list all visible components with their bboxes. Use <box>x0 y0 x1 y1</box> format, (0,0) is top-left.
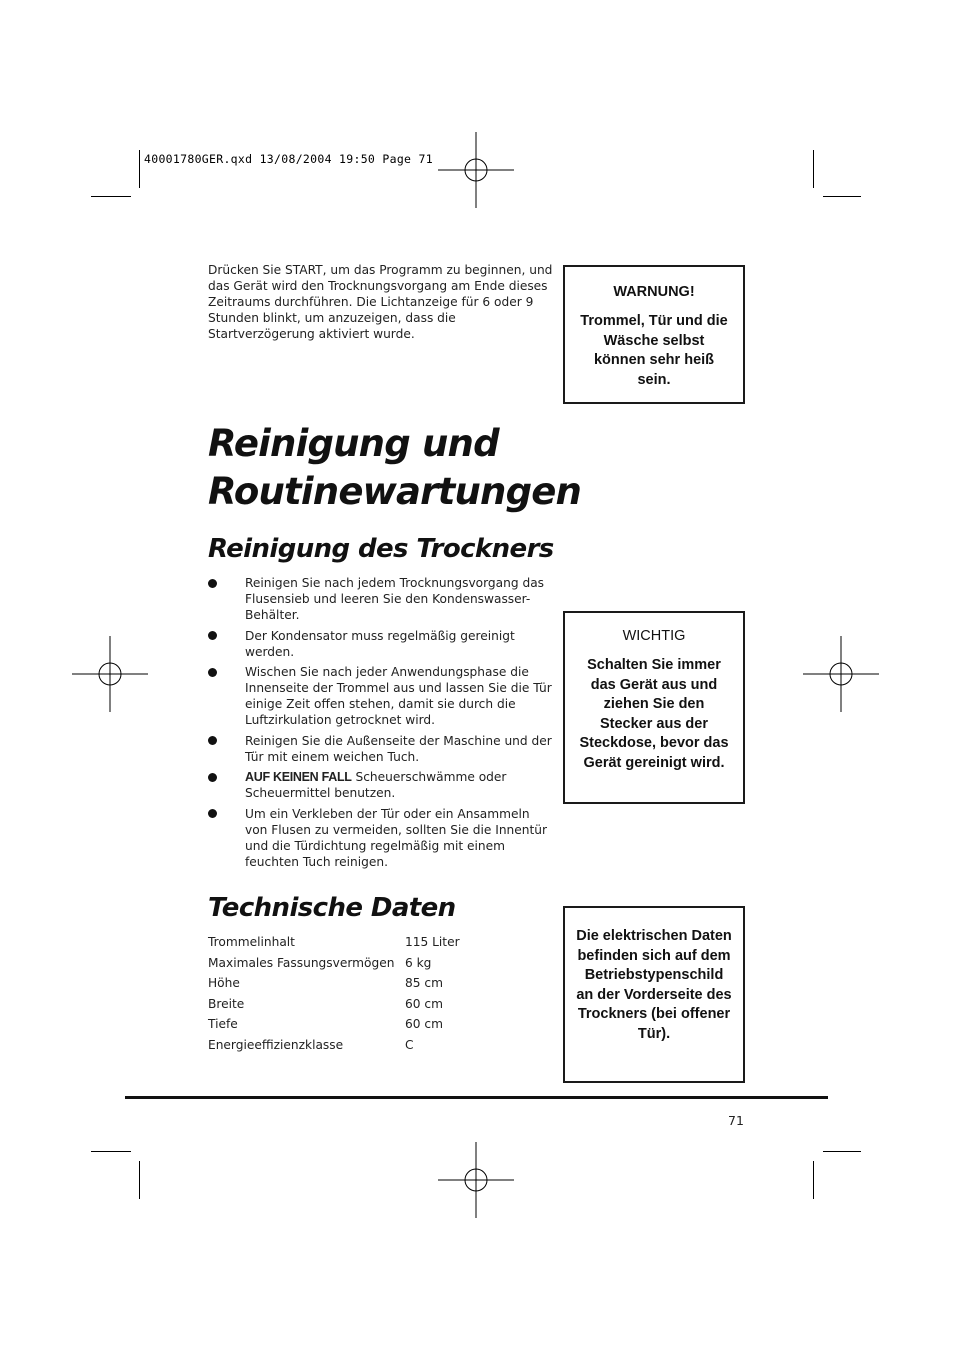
bullet-icon <box>208 809 217 818</box>
spec-table <box>208 932 528 1056</box>
list-item: Reinigen Sie die Außenseite der Maschine und der Tür mit einem weichen Tuch. <box>206 733 552 765</box>
intro-paragraph: Drücken Sie START, um das Programm zu beginnen, und das Gerät wird den Trocknungsvorgang am Ende dieses Zeitraums durchführen. Die Lichtanzeige für 6 oder 9 Stunden blinkt, um anzuzeigen, dass die Startverzögerung aktiviert wurde. <box>208 263 553 341</box>
crop-mark <box>813 150 814 188</box>
registration-mark-top <box>438 132 514 208</box>
bullet-icon <box>208 668 217 677</box>
cleaning-list <box>206 575 552 874</box>
list-item: Um ein Verkleben der Tür oder ein Ansammeln von Flusen zu vermeiden, sollten Sie die Innentür und die Türdichtung regelmäßig mit einem feuchten Tuch reinigen. <box>206 806 552 870</box>
crop-mark <box>91 1151 131 1152</box>
main-title-line-1: Reinigung und <box>208 422 499 465</box>
crop-mark <box>823 196 861 197</box>
important-heading: WICHTIG <box>622 628 686 644</box>
crop-mark <box>139 150 140 188</box>
print-slug-line: 40001780GER.qxd 13/08/2004 19:50 Page 71 <box>144 152 433 166</box>
registration-mark-bottom <box>438 1142 514 1218</box>
list-item: AUF KEINEN FALL Scheuerschwämme oder Scheuermittel benutzen. <box>206 769 552 801</box>
bullet-icon <box>208 736 217 745</box>
table-row: Energieeffizienzklasse C <box>208 1037 414 1052</box>
tech-heading: Technische Daten <box>208 893 456 923</box>
table-row: Tiefe 60 cm <box>208 1017 443 1032</box>
list-item: Wischen Sie nach jeder Anwendungsphase die Innenseite der Trommel aus und lassen Sie die Tür einige Zeit offen stehen, damit sie durch die Luftzirkulation getrocknet wird. <box>206 664 552 728</box>
crop-mark <box>823 1151 861 1152</box>
bullet-icon <box>208 773 217 782</box>
electrical-info-body: Die elektrischen Daten befinden sich auf dem Betriebstypenschild an der Vorderseite des Trockners (bei offener Tür). <box>576 928 732 1042</box>
table-row: Maximales Fassungsvermögen 6 kg <box>208 955 432 970</box>
table-row: Höhe 85 cm <box>208 976 443 991</box>
electrical-info-box <box>563 906 745 1083</box>
crop-mark <box>813 1161 814 1199</box>
warning-body: Trommel, Tür und die Wäsche selbst können sehr heiß sein. <box>580 313 728 388</box>
crop-mark <box>139 1161 140 1199</box>
page-number: 71 <box>728 1113 744 1128</box>
crop-mark <box>91 196 131 197</box>
warning-heading: WARNUNG! <box>613 284 695 300</box>
bullet-icon <box>208 631 217 640</box>
list-item: Der Kondensator muss regelmäßig gereinigt werden. <box>206 628 552 660</box>
table-row: Trommelinhalt 115 Liter <box>208 935 460 949</box>
main-title-line-2: Routinewartungen <box>208 470 582 513</box>
table-row: Breite 60 cm <box>208 996 443 1011</box>
main-title <box>208 420 581 516</box>
footer-rule <box>125 1096 828 1099</box>
registration-mark-left <box>72 636 148 712</box>
warning-box <box>563 265 745 404</box>
cleaning-heading: Reinigung des Trockners <box>208 534 554 564</box>
registration-mark-right <box>803 636 879 712</box>
emphasis-text: AUF KEINEN FALL <box>245 770 352 784</box>
bullet-icon <box>208 579 217 588</box>
important-box <box>563 611 745 804</box>
list-item: Reinigen Sie nach jedem Trocknungsvorgang das Flusensieb und leeren Sie den Kondenswasser-Behälter. <box>206 575 552 623</box>
important-body: Schalten Sie immer das Gerät aus und ziehen Sie den Stecker aus der Steckdose, bevor das Gerät gereinigt wird. <box>579 657 729 771</box>
